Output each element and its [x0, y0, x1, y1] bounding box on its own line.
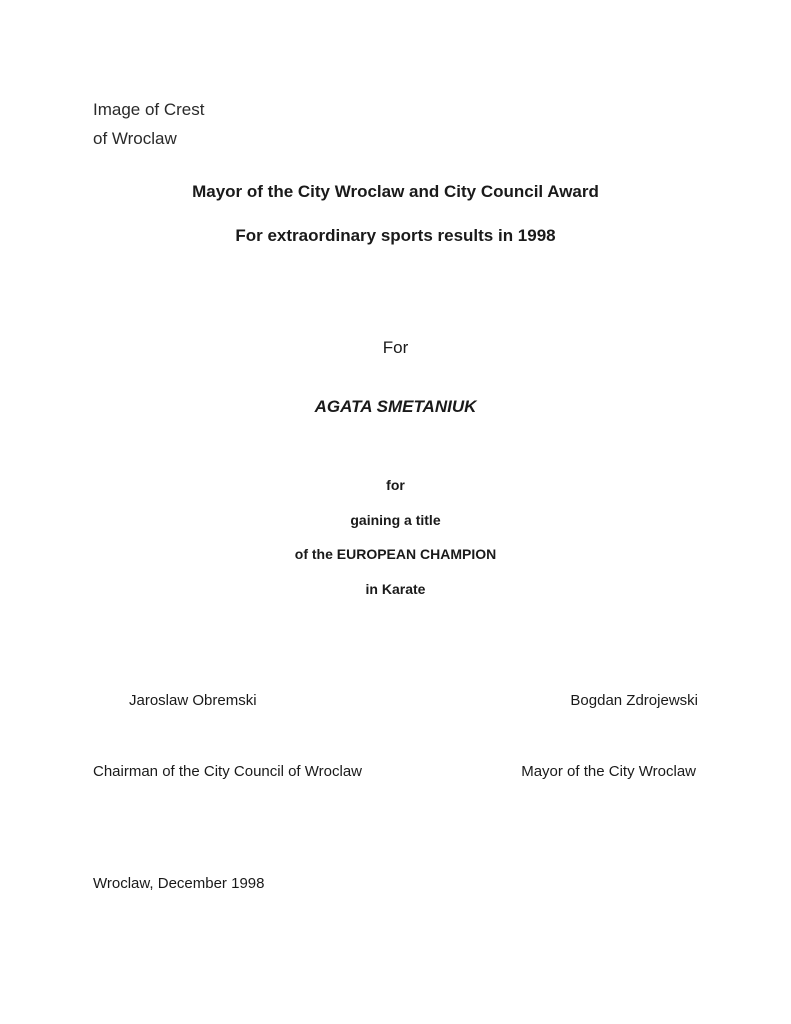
crest-placeholder-line-1: Image of Crest [93, 100, 205, 119]
place-and-date: Wroclaw, December 1998 [93, 875, 265, 892]
right-signatory-title: Mayor of the City Wroclaw [521, 763, 696, 780]
citation-line-1: for [386, 477, 405, 493]
crest-placeholder [93, 95, 205, 153]
citation-line-4: in Karate [365, 581, 426, 597]
award-subtitle: For extraordinary sports results in 1998 [235, 226, 556, 245]
crest-placeholder-line-2: of Wroclaw [93, 129, 177, 148]
recipient-name: AGATA SMETANIUK [314, 397, 477, 416]
citation-line-2: gaining a title [350, 512, 441, 528]
right-signatory-name: Bogdan Zdrojewski [570, 692, 698, 709]
award-title: Mayor of the City Wroclaw and City Council Award [192, 182, 599, 201]
left-signatory-name: Jaroslaw Obremski [129, 692, 257, 709]
citation-line-3: of the EUROPEAN CHAMPION [294, 546, 497, 562]
left-signatory-title: Chairman of the City Council of Wroclaw [93, 763, 362, 780]
for-label: For [382, 338, 409, 357]
